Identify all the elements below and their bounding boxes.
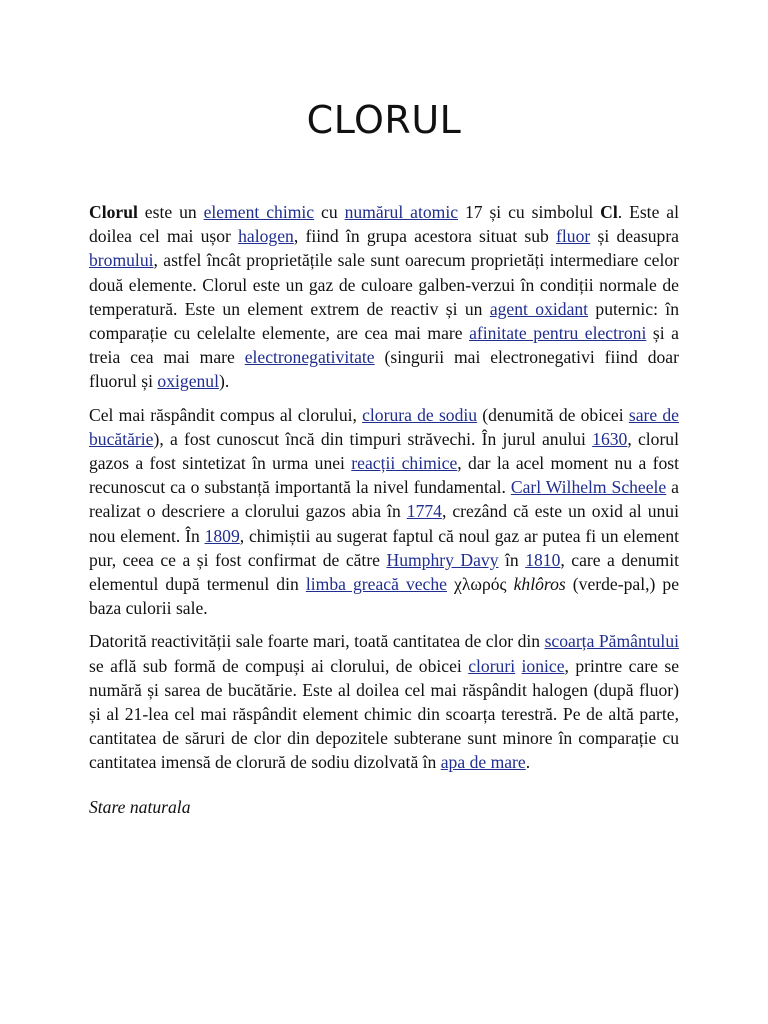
text: , printre care se numără și sarea de bucătărie. Este al doilea cel mai răspândit halogen (după fluor) și al 21-lea cel mai răspândit element chimic din scoarța terestră. Pe de altă parte, cantitatea de săruri de clor din depozitele subterane sunt minore în comparație cu cantitatea imensă de clorură de sodiu dizolvată în [89, 655, 679, 773]
link-electronegativitate[interactable]: electronegativitate [244, 347, 375, 368]
text: ). [219, 371, 230, 392]
link-limba-greaca-veche[interactable]: limba greacă veche [305, 574, 447, 595]
text: și deasupra [590, 226, 679, 247]
italic-khloros: khlôros [513, 574, 566, 595]
link-carl-wilhelm-scheele[interactable]: Carl Wilhelm Scheele [510, 477, 667, 498]
text: . Este al doilea cel mai ușor [89, 202, 680, 247]
link-element-chimic[interactable]: element chimic [203, 202, 315, 222]
text: puternic: în comparație cu celelalte elemente, are cea mai mare [89, 298, 679, 344]
document-title: CLORUL [306, 98, 462, 142]
link-fluor[interactable]: fluor [556, 226, 591, 247]
link-1809[interactable]: 1809 [204, 525, 240, 546]
text: a realizat o descriere a clorului gazos abia în [89, 477, 679, 522]
link-oxigenul[interactable]: oxigenul [157, 371, 219, 392]
bold-symbol-cl: Cl [600, 202, 618, 222]
text: , chimiștii au sugerat faptul că noul gaz ar putea fi un element pur, ceea ce a și fost confirmat de către [89, 525, 679, 570]
text: Datorită reactivității sale foarte mari, toată cantitatea de clor din [89, 631, 545, 652]
bold-term-clorul: Clorul [89, 202, 138, 222]
section-heading-stare-naturala: Stare naturala [89, 796, 191, 817]
link-1774[interactable]: 1774 [406, 501, 442, 522]
link-cloruri[interactable]: cloruri [468, 655, 516, 676]
link-1630[interactable]: 1630 [592, 428, 628, 449]
text: (verde-pal,) pe baza culorii sale. [89, 574, 680, 619]
paragraph-intro [89, 200, 679, 394]
link-afinitate-pentru-electroni[interactable]: afinitate pentru electroni [469, 323, 647, 344]
document-body [89, 200, 679, 828]
text: în [498, 549, 526, 570]
text: este un [137, 202, 204, 222]
text: , care a denumit elementul după termenul din [89, 549, 679, 595]
text: Cel mai răspândit compus al clorului, [89, 404, 363, 425]
link-agent-oxidant[interactable]: agent oxidant [489, 298, 589, 319]
text: (singurii mai electronegativi fiind doar fluorul și [89, 347, 679, 392]
paragraph-history [89, 403, 679, 621]
text: 17 și cu simbolul [458, 202, 601, 222]
text: (denumită de obicei [477, 404, 629, 425]
link-clorura-de-sodiu[interactable]: clorura de sodiu [362, 404, 478, 425]
link-halogen[interactable]: halogen [238, 226, 294, 247]
text: ), a fost cunoscut încă din timpuri străvechi. În jurul anului [153, 428, 593, 449]
text: . [525, 752, 531, 773]
text: χλωρός [446, 574, 514, 595]
text: , dar la acel moment nu a fost recunoscut ca o substanță importantă la nivel fundamental. [89, 453, 679, 498]
text: , fiind în grupa acestora situat sub [293, 226, 557, 247]
link-bromului[interactable]: bromului [89, 250, 154, 271]
link-sare-de-bucatarie[interactable]: sare de bucătărie [89, 404, 679, 449]
text: și a treia cea mai mare [89, 323, 679, 368]
link-humphry-davy[interactable]: Humphry Davy [386, 549, 499, 570]
text: cu [314, 202, 345, 222]
text: se află sub formă de compuși ai clorului, de obicei [89, 655, 469, 676]
link-scoarta-pamantului[interactable]: scoarța Pământului [544, 631, 679, 652]
link-numarul-atomic[interactable]: numărul atomic [344, 202, 459, 222]
text: , clorul gazos a fost sintetizat în urma unei [89, 428, 679, 474]
link-reactii-chimice[interactable]: reacții chimice [351, 453, 458, 474]
text: , astfel încât proprietățile sale sunt oarecum proprietăți intermediare celor două elemente. Clorul este un gaz de culoare galben-verzui în condiții normale de temperatură. Este un element extrem de reactiv și un [89, 250, 679, 319]
link-1810[interactable]: 1810 [525, 549, 561, 570]
paragraph-occurrence [89, 629, 679, 774]
link-apa-de-mare[interactable]: apa de mare [440, 752, 526, 773]
text: , crezând că este un oxid al unui nou element. În [89, 501, 679, 546]
link-ionice[interactable]: ionice [521, 655, 565, 676]
